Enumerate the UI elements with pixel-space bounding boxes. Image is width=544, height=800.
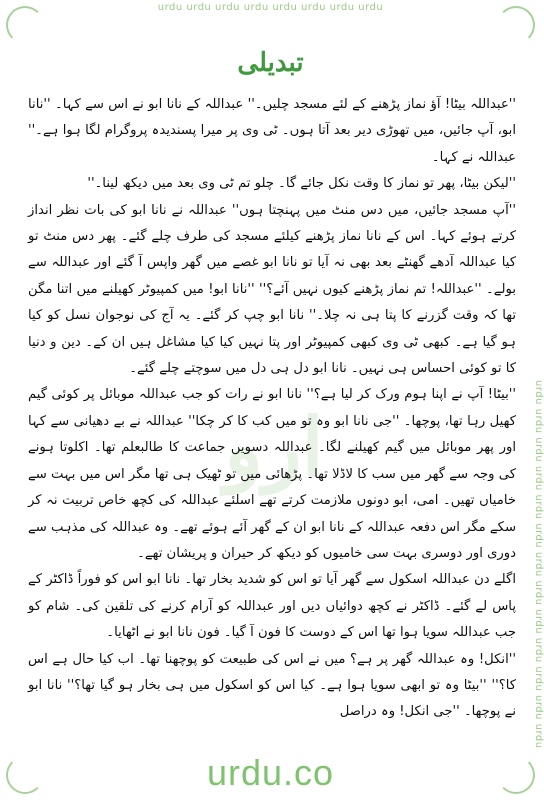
paragraph: ''عبداللہ بیٹا! آؤ نماز پڑھنے کے لئے مسجد چلیں۔'' عبداللہ کے نانا ابو نے اس سے کہا۔ ''نانا ابو، آپ جائیں، میں تھوڑی دیر بعد آتا ہوں۔ ٹی وی پر میرا پسندیدہ پروگرام لگا ہوا ہے۔'' عبداللہ نے کہا۔ bbox=[28, 97, 516, 165]
story-title: تبدیلی bbox=[237, 48, 304, 78]
paragraph: ''آپ مسجد جائیں، میں دس منٹ میں پہنچتا ہوں'' عبداللہ نے نانا ابو کی بات نظر انداز کرتے ہوئے کہا۔ اس کے نانا نماز پڑھنے کیلئے مسجد کی طرف چلے گئے۔ پھر دس منٹ تو کیا عبداللہ آدھے گھنٹے بعد بھی نہ آیا تو نانا ابو غصے میں گھر واپس آ گئے اور عبداللہ سے بولے۔ ''عبداللہ! تم نماز پڑھنے کیوں نہیں آئے؟'' ''نانا ابو! میں کمپیوٹر کھیلنے میں اتنا مگن تھا کہ وقت گزرنے کا پتا ہی نہ چلا۔'' نانا ابو چپ کر گئے۔ یہ آج کی نوجوان نسل کو کیا ہو گیا ہے۔ کبھی ٹی وی کبھی کمپیوٹر اور پتا نہیں کیا کیا مشاغل ہیں ان کے۔ دین و دنیا کا تو کوئی احساس ہی نہیں۔ نانا ابو دل ہی دل میں سوچتے چلے گئے۔ bbox=[28, 202, 516, 377]
site-logo[interactable]: urdu.co bbox=[206, 752, 335, 793]
paragraph: ''لیکن بیٹا، پھر تو نماز کا وقت نکل جائے گا۔ چلو تم ٹی وی بعد میں دیکھ لینا۔'' bbox=[87, 176, 516, 192]
paragraph: ''بیٹا! آپ نے اپنا ہوم ورک کر لیا ہے؟'' نانا ابو نے رات کو جب عبداللہ موبائل پر کوئی گیم کھیل رہا تھا، پوچھا۔ ''جی نانا ابو وہ تو میں کب کا کر چکا'' عبداللہ نے بے دھیانی سے کہا اور پھر موبائل میں گیم کھیلنے لگا۔ عبداللہ دسویں جماعت کا طالبعلم تھا۔ اکلوتا ہونے کی وجہ سے گھر میں سب کا لاڈلا تھا۔ پڑھائی میں تو ٹھیک ہی تھا مگر اس میں بہت سے خامیاں تھیں۔ امی، ابو دونوں ملازمت کرتے تھے اسلئے عبداللہ کی کچھ خاص تربیت نہ کر سکے مگر اس دفعہ عبداللہ کے نانا ابو ان کے گھر آئے ہوئے تھے۔ وہ عبداللہ کی مذہب سے دوری اور دوسری بہت سی خامیوں کو دیکھ کر حیران و پریشان تھے۔ bbox=[28, 387, 516, 561]
watermark-text: ارو bbox=[224, 400, 324, 494]
paragraph: اگلے دن عبداللہ اسکول سے گھر آیا تو اس کو شدید بخار تھا۔ نانا ابو اس کو فوراً ڈاکٹر کے پاس لے گئے۔ ڈاکٹر نے کچھ دوائیاں دیں اور عبداللہ کو آرام کرنے کی تلقین کی۔ شام کو جب عبداللہ سویا ہوا تھا اس کے دوست کا فون آ گیا۔ فون نانا ابو نے اٹھایا۔ bbox=[28, 572, 516, 641]
border-pattern-top: urdu urdu urdu urdu urdu urdu urdu urdu bbox=[157, 2, 384, 13]
paragraph: ''انکل! وہ عبداللہ گھر پر ہے؟ میں نے اس کی طبیعت کو پوچھنا تھا۔ اب کیا حال ہے اس کا؟'' ''بیٹا وہ تو ابھی سویا ہوا ہے۔ کیا اس کو اسکول میں ہی بخار ہو گیا تھا؟'' نانا ابو نے پوچھا۔ ''جی انکل! وہ دراصل bbox=[28, 651, 516, 720]
border-pattern-right: urdu urdu urdu urdu urdu urdu urdu urdu urdu urdu urdu urdu urdu bbox=[533, 380, 544, 749]
story-body bbox=[28, 92, 516, 726]
